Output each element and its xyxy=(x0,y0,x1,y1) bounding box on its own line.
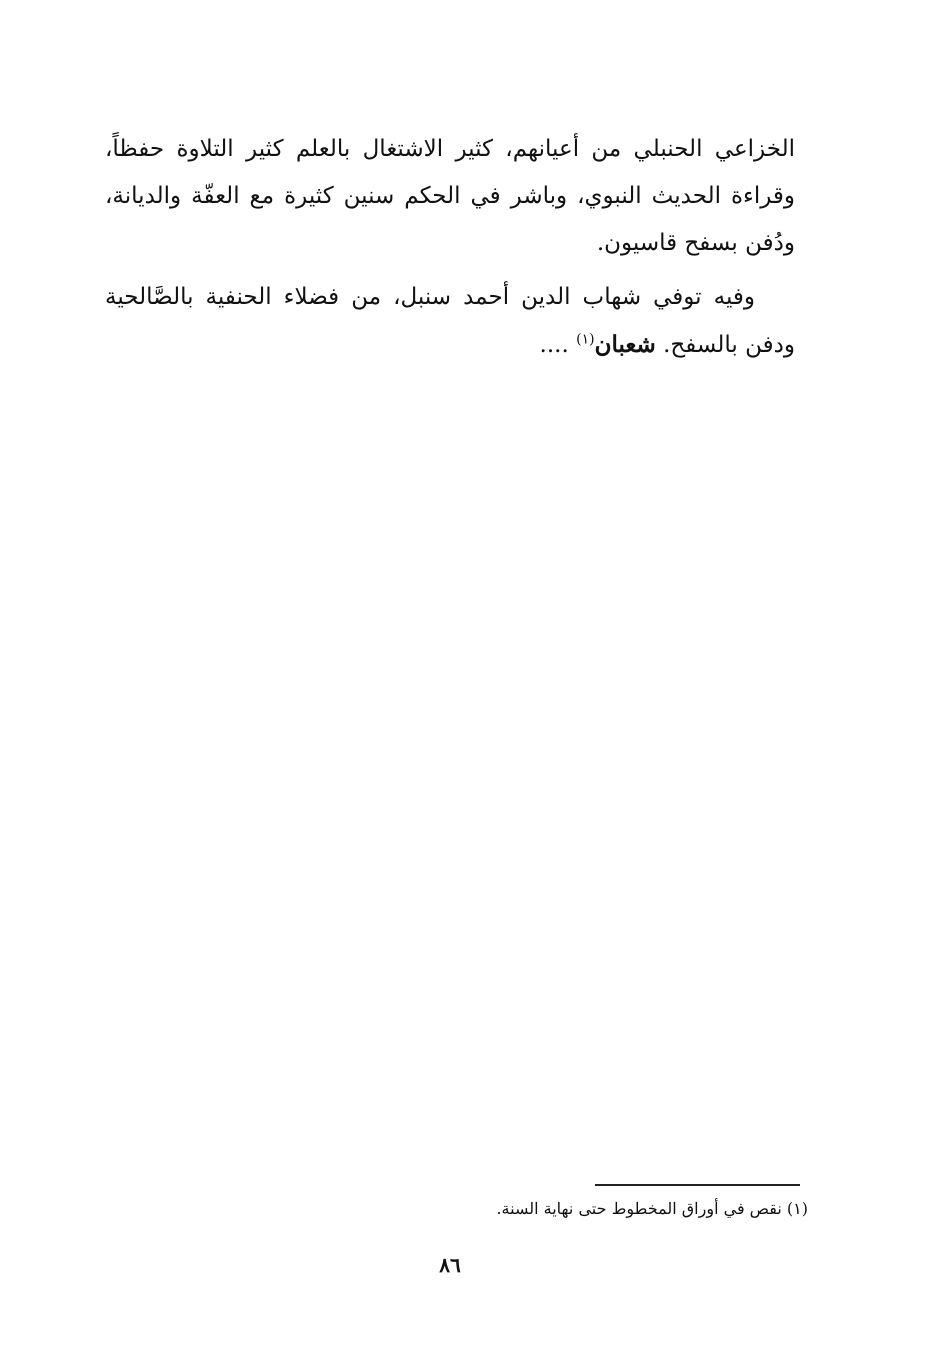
footnote-divider xyxy=(595,1184,800,1186)
footnote: (١) نقص في أوراق المخطوط حتى نهاية السنة. xyxy=(496,1199,808,1218)
page-number: ٨٦ xyxy=(439,1253,461,1277)
month-heading: شعبان xyxy=(594,331,656,358)
footnote-marker: (١) xyxy=(576,331,595,348)
paragraph-2-text: وفيه توفي شهاب الدين أحمد سنبل، من فضلاء الحنفية بالصَّالحية ودفن بالسفح. xyxy=(105,284,795,358)
paragraph-1: الخزاعي الحنبلي من أعيانهم، كثير الاشتغال بالعلم كثير التلاوة حفظاً، وقراءة الحديث النبوي، وباشر في الحكم سنين كثيرة مع العفّة والديانة، ودُفن بسفح قاسيون. xyxy=(105,136,795,256)
ellipsis: .... xyxy=(539,332,569,358)
main-text xyxy=(105,126,795,369)
paragraph-2 xyxy=(105,274,795,369)
